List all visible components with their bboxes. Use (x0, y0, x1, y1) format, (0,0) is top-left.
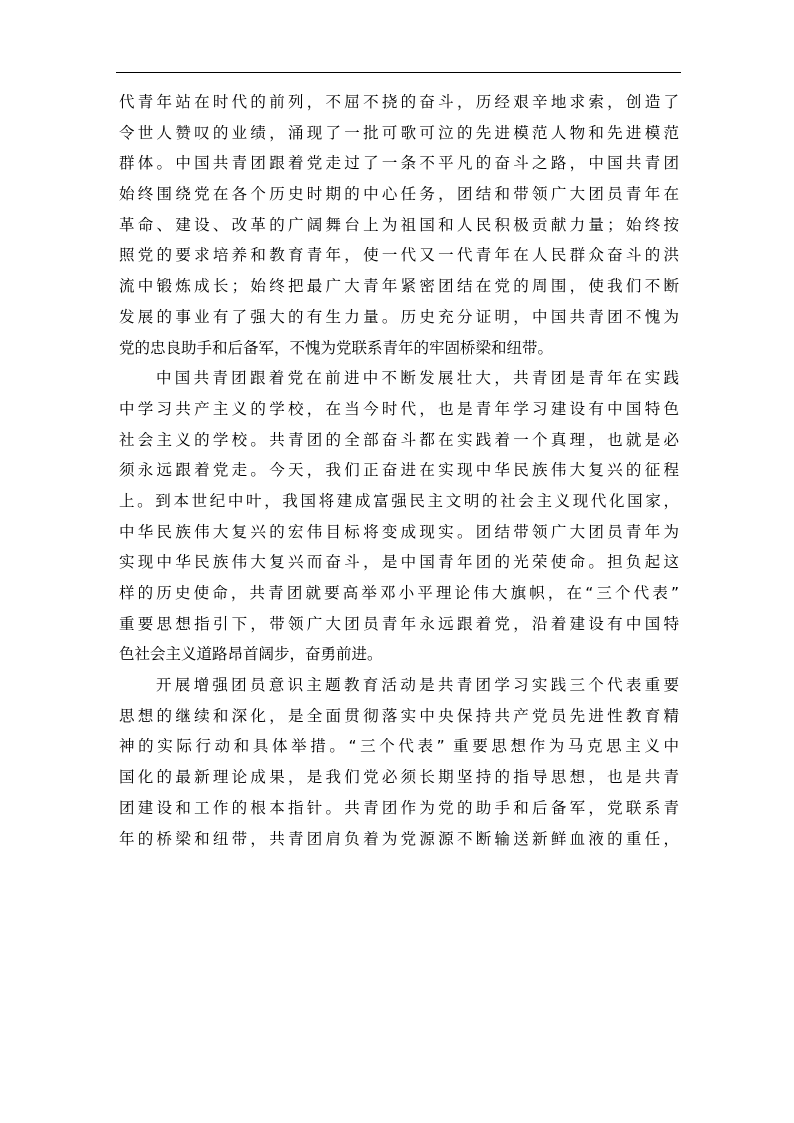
text-line: 流中锻炼成长；始终把最广大青年紧密团结在党的周围，使我们不断 (119, 277, 679, 296)
paragraph-2 (119, 363, 679, 670)
text-line: 代青年站在时代的前列，不屈不挠的奋斗，历经艰辛地求索，创造了 (119, 93, 679, 111)
text-line: 群体。中国共青团跟着党走过了一条不平凡的奋斗之路，中国共青团 (119, 154, 679, 173)
text-line: 思想的继续和深化，是全面贯彻落实中央保持共产党员先进性教育精 (119, 706, 679, 725)
text-line: 令世人赞叹的业绩，涌现了一批可歌可泣的先进模范人物和先进模范 (119, 123, 679, 142)
paragraph-1 (119, 87, 679, 363)
text-line: 革命、建设、改革的广阔舞台上为祖国和人民积极贡献力量；始终按 (119, 215, 679, 234)
text-line: 实现中华民族伟大复兴而奋斗，是中国青年团的光荣使命。担负起这 (119, 553, 679, 572)
text-line: 神的实际行动和具体举措。“三个代表” 重要思想作为马克思主义中 (119, 737, 679, 756)
text-line: 中国共青团跟着党在前进中不断发展壮大，共青团是青年在实践 (156, 369, 679, 388)
text-line: 中华民族伟大复兴的宏伟目标将变成现实。团结带领广大团员青年为 (119, 522, 679, 541)
text-line: 照党的要求培养和教育青年，使一代又一代青年在人民群众奋斗的洪 (119, 246, 679, 265)
document-body (119, 87, 679, 854)
text-line: 党的忠良助手和后备军，不愧为党联系青年的牢固桥梁和纽带。 (119, 338, 554, 357)
text-line: 国化的最新理论成果，是我们党必须长期坚持的指导思想，也是共青 (119, 768, 679, 787)
text-line: 色社会主义道路昂首阔步，奋勇前进。 (119, 645, 383, 664)
text-line: 年的桥梁和纽带，共青团肩负着为党源源不断输送新鲜血液的重任， (119, 829, 679, 848)
paragraph-3 (119, 670, 679, 854)
text-line: 社会主义的学校。共青团的全部奋斗都在实践着一个真理，也就是必 (119, 430, 679, 449)
text-line: 上。到本世纪中叶，我国将建成富强民主文明的社会主义现代化国家， (119, 491, 679, 510)
header-rule (116, 72, 681, 73)
text-line: 发展的事业有了强大的有生力量。历史充分证明，中国共青团不愧为 (119, 307, 679, 326)
text-line: 开展增强团员意识主题教育活动是共青团学习实践三个代表重要 (156, 676, 679, 695)
text-line: 须永远跟着党走。今天，我们正奋进在实现中华民族伟大复兴的征程 (119, 461, 679, 480)
text-line: 中学习共产主义的学校，在当今时代，也是青年学习建设有中国特色 (119, 399, 679, 418)
text-line: 团建设和工作的根本指针。共青团作为党的助手和后备军，党联系青 (119, 798, 679, 817)
text-line: 样的历史使命，共青团就要高举邓小平理论伟大旗帜，在“三个代表” (119, 584, 679, 602)
text-line: 始终围绕党在各个历史时期的中心任务，团结和带领广大团员青年在 (119, 185, 679, 204)
text-line: 重要思想指引下，带领广大团员青年永远跟着党，沿着建设有中国特 (119, 614, 679, 633)
